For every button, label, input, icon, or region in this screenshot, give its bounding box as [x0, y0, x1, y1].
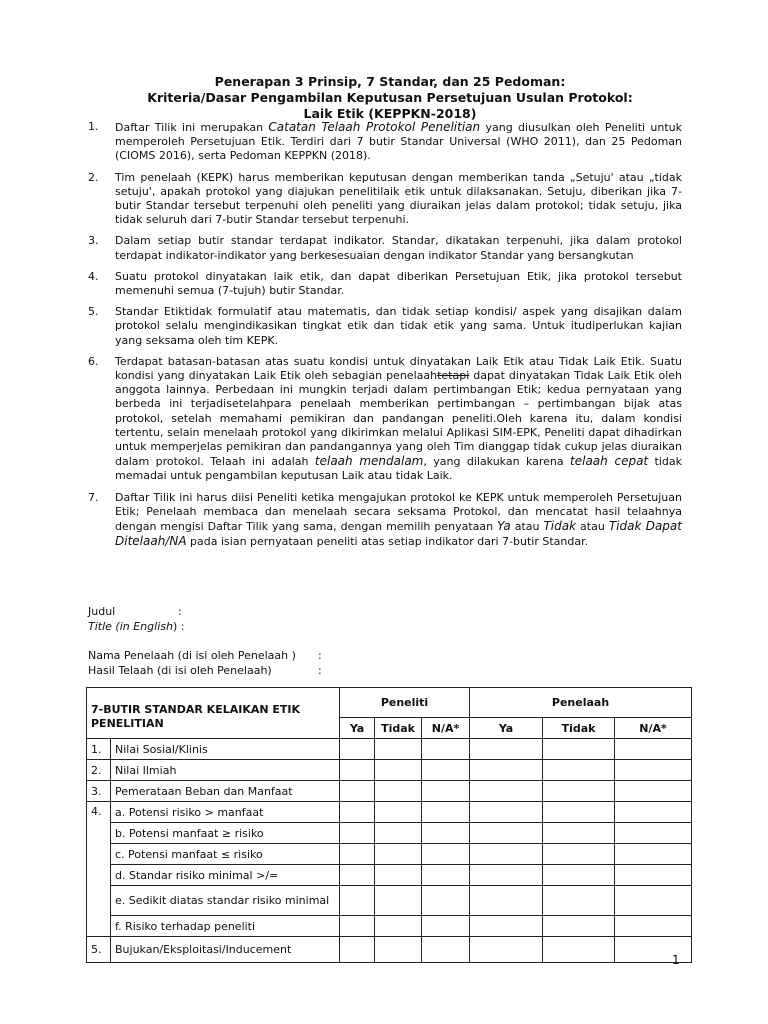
title-line-2: Kriteria/Dasar Pengambilan Keputusan Persetujuan Usulan Protokol: [147, 90, 633, 105]
item-number: 1. [88, 120, 99, 133]
table-row [87, 916, 692, 937]
cell-input[interactable] [470, 739, 543, 760]
cell-input[interactable] [615, 823, 692, 844]
cell-input[interactable] [340, 802, 375, 823]
cell-input[interactable] [470, 937, 543, 963]
cell-input[interactable] [543, 823, 615, 844]
item-number: 7. [88, 490, 99, 504]
item-text: pada isian pernyataan peneliti atas setiap indikator dari 7-butir Standar. [186, 535, 589, 549]
cell-input[interactable] [422, 739, 470, 760]
row-number: 5. [87, 937, 111, 963]
cell-input[interactable] [470, 865, 543, 886]
table-header-row [87, 688, 692, 718]
cell-input[interactable] [375, 781, 422, 802]
list-item [88, 270, 682, 298]
cell-input[interactable] [470, 916, 543, 937]
list-item [88, 491, 682, 550]
table-row [87, 781, 692, 802]
item-number: 3. [88, 234, 99, 248]
item-emphasis: Tidak Dapat Ditelaah/NA [115, 519, 682, 549]
row-number: 4. [87, 802, 111, 937]
judul-colon: : [178, 605, 182, 618]
row-number: 3. [87, 781, 111, 802]
item-number: 5. [88, 305, 99, 319]
cell-input[interactable] [543, 916, 615, 937]
item-number: 2. [88, 170, 99, 184]
row-label: Nilai Sosial/Klinis [111, 739, 340, 760]
sub-penelaah-na: N/A* [615, 718, 692, 739]
item-text: Terdapat batasan-batasan atas suatu kondisi untuk dinyatakan Laik Etik atau Tidak Laik Etik. Suatu kondisi yang dinyatakan Laik Etik oleh sebagian penelaah [115, 354, 682, 383]
cell-input[interactable] [422, 865, 470, 886]
cell-input[interactable] [340, 886, 375, 916]
document-title [90, 74, 690, 122]
row-number: 2. [87, 760, 111, 781]
item-emphasis: Catatan Telaah Protokol Penelitian [268, 120, 481, 134]
row-label: f. Risiko terhadap peneliti [111, 916, 340, 937]
standards-table [86, 687, 692, 963]
list-item [88, 355, 682, 484]
cell-input[interactable] [375, 886, 422, 916]
cell-input[interactable] [422, 823, 470, 844]
cell-input[interactable] [615, 760, 692, 781]
item-text: atau [576, 520, 609, 534]
table-row [87, 937, 692, 963]
item-text: yang diusulkan oleh Peneliti untuk memperoleh Persetujuan Etik. Terdiri dari 7 butir Standar Universal (WHO 2011), dan 25 Pedoman (CIOMS 2016), serta Pedoman KEPPKN (2018). [115, 121, 683, 163]
list-item [88, 305, 682, 348]
cell-input[interactable] [615, 865, 692, 886]
sub-peneliti-tidak: Tidak [375, 718, 422, 739]
row-label: a. Potensi risiko > manfaat [111, 802, 340, 823]
cell-input[interactable] [543, 760, 615, 781]
cell-input[interactable] [422, 916, 470, 937]
struck-text: tetapi [437, 369, 470, 383]
item-text: Daftar Tilik ini harus diisi Peneliti ketika mengajukan protokol ke KEPK untuk memperoleh Persetujuan Etik; Penelaah membaca dan menelaah secara seksama Protokol, dan mencatat hasil telaahnya dengan mengisi Daftar Tilik yang sama, dengan memilih penyataan [115, 490, 682, 534]
item-emphasis: Ya [497, 519, 511, 534]
cell-input[interactable] [470, 760, 543, 781]
cell-input[interactable] [470, 823, 543, 844]
hasil-telaah-field [88, 664, 322, 679]
nama-penelaah-field [88, 649, 322, 664]
sub-penelaah-tidak: Tidak [543, 718, 615, 739]
cell-input[interactable] [340, 823, 375, 844]
cell-input[interactable] [375, 760, 422, 781]
nama-penelaah-label: Nama Penelaah (di isi oleh Penelaah ) [88, 649, 296, 662]
cell-input[interactable] [543, 781, 615, 802]
hasil-telaah-colon: : [318, 664, 322, 677]
cell-input[interactable] [543, 937, 615, 963]
title-label-emphasis: in English [119, 620, 173, 633]
row-label: Pemerataan Beban dan Manfaat [111, 781, 340, 802]
cell-input[interactable] [615, 886, 692, 916]
table-row [87, 886, 692, 916]
row-label: Bujukan/Eksploitasi/Inducement [111, 937, 340, 963]
header-peneliti: Peneliti [340, 688, 470, 718]
table-row [87, 739, 692, 760]
sub-peneliti-ya: Ya [340, 718, 375, 739]
cell-input[interactable] [375, 865, 422, 886]
row-label: Nilai Ilmiah [111, 760, 340, 781]
header-penelaah: Penelaah [470, 688, 692, 718]
item-text: Daftar Tilik ini merupakan [115, 121, 269, 134]
cell-input[interactable] [470, 844, 543, 865]
item-emphasis: Tidak [543, 519, 577, 534]
row-number: 1. [87, 739, 111, 760]
cell-input[interactable] [422, 886, 470, 916]
title-label-end: ) : [172, 620, 185, 633]
cell-input[interactable] [543, 802, 615, 823]
table-row [87, 865, 692, 886]
page-number: 1 [672, 953, 680, 967]
title-line-1: Penerapan 3 Prinsip, 7 Standar, dan 25 Pedoman: [214, 74, 566, 89]
cell-input[interactable] [340, 844, 375, 865]
row-label: e. Sedikit diatas standar risiko minimal [111, 886, 340, 916]
title-line-3: Laik Etik (KEPPKN-2018) [303, 106, 477, 121]
cell-input[interactable] [375, 823, 422, 844]
cell-input[interactable] [422, 781, 470, 802]
instruction-list [88, 120, 682, 556]
item-text: Standar Etiktidak formulatif atau matematis, dan tidak setiap kondisi/ aspek yang disajikan dalam protokol selalu mengindikasikan tingkat etik dan tidak etik yang sama. Untuk itudiperlukan kajian yang seksama oleh tim KEPK. [115, 305, 682, 347]
item-text: tidak memadai untuk pengambilan keputusan Laik atau tidak Laik. [115, 455, 682, 483]
cell-input[interactable] [543, 886, 615, 916]
list-item [88, 234, 682, 262]
cell-input[interactable] [340, 916, 375, 937]
cell-input[interactable] [615, 844, 692, 865]
cell-input[interactable] [470, 781, 543, 802]
item-text: Suatu protokol dinyatakan laik etik, dan dapat diberikan Persetujuan Etik, jika protokol tersebut memenuhi semua (7-tujuh) butir Standar. [115, 269, 682, 298]
table-row [87, 844, 692, 865]
cell-input[interactable] [375, 916, 422, 937]
cell-input[interactable] [340, 781, 375, 802]
item-number: 4. [88, 269, 99, 283]
item-emphasis: telaah mendalam [314, 454, 424, 469]
sub-peneliti-na: N/A* [422, 718, 470, 739]
cell-input[interactable] [615, 916, 692, 937]
cell-input[interactable] [340, 739, 375, 760]
cell-input[interactable] [615, 781, 692, 802]
cell-input[interactable] [543, 844, 615, 865]
judul-label: Judul [88, 605, 116, 618]
cell-input[interactable] [543, 865, 615, 886]
item-number: 6. [88, 354, 99, 368]
cell-input[interactable] [422, 802, 470, 823]
item-text: Tim penelaah (KEPK) harus memberikan keputusan dengan memberikan tanda „Setuju' atau „tidak setuju', apakah protokol yang diajukan penelitilaik etik untuk dilaksanakan. Setuju, diberikan jika 7-butir Standar tersebut terpenuhi oleh peneliti yang diuraikan jelas dalam protokol; tidak setuju, jika tidak seluruh dari 7-butir Standar tersebut terpenuhi. [115, 170, 682, 227]
cell-input[interactable] [615, 739, 692, 760]
list-item [88, 120, 682, 164]
item-emphasis: telaah cepat [570, 454, 649, 469]
cell-input[interactable] [375, 739, 422, 760]
cell-input[interactable] [340, 937, 375, 963]
cell-input[interactable] [375, 844, 422, 865]
row-label: c. Potensi manfaat ≤ risiko [111, 844, 340, 865]
cell-input[interactable] [375, 937, 422, 963]
table-row [87, 802, 692, 823]
judul-field [88, 605, 182, 620]
cell-input[interactable] [615, 937, 692, 963]
item-text: dapat dinyatakan Tidak Laik Etik oleh anggota lainnya. Perbedaan ini mungkin terjadi dalam pertimbangan Etik; kedua pernyataan yang berbeda ini terjadisetelahpara penelaah memberikan pertimbangan – pertimbangan bijak atas protokol, setelah memahami pemikiran dan pandangan peneliti.Oleh karena itu, dalam kondisi tertentu, selain menelaah protokol yang dikirimkan melalui Aplikasi SIM-EPK, Peneliti dapat dihadirkan untuk memperjelas pemikiran dan pandangannya yang oleh Tim dianggap tidak cukup jelas diuraikan dalam protokol. Telaah ini adalah [115, 369, 682, 469]
title-label: Title ( [88, 620, 120, 633]
cell-input[interactable] [422, 844, 470, 865]
row-label: d. Standar risiko minimal >/= [111, 865, 340, 886]
title-field [88, 620, 184, 635]
row-label: b. Potensi manfaat ≥ risiko [111, 823, 340, 844]
item-text: , yang dilakukan karena [423, 455, 571, 469]
item-text: atau [510, 520, 544, 534]
cell-input[interactable] [340, 760, 375, 781]
table-row [87, 760, 692, 781]
cell-input[interactable] [340, 865, 375, 886]
nama-penelaah-colon: : [318, 649, 322, 662]
cell-input[interactable] [375, 802, 422, 823]
sub-penelaah-ya: Ya [470, 718, 543, 739]
item-text: Dalam setiap butir standar terdapat indikator. Standar, dikatakan terpenuhi, jika dalam protokol terdapat indikator-indikator yang berkesesuaian dengan indikator Standar yang bersangkutan [115, 234, 682, 262]
cell-input[interactable] [470, 802, 543, 823]
list-item [88, 171, 682, 228]
hasil-telaah-label: Hasil Telaah (di isi oleh Penelaah) [88, 664, 272, 677]
table-row [87, 823, 692, 844]
cell-input[interactable] [470, 886, 543, 916]
cell-input[interactable] [422, 760, 470, 781]
cell-input[interactable] [543, 739, 615, 760]
cell-input[interactable] [422, 937, 470, 963]
header-standards: 7-BUTIR STANDAR KELAIKAN ETIK PENELITIAN [87, 688, 340, 739]
cell-input[interactable] [615, 802, 692, 823]
